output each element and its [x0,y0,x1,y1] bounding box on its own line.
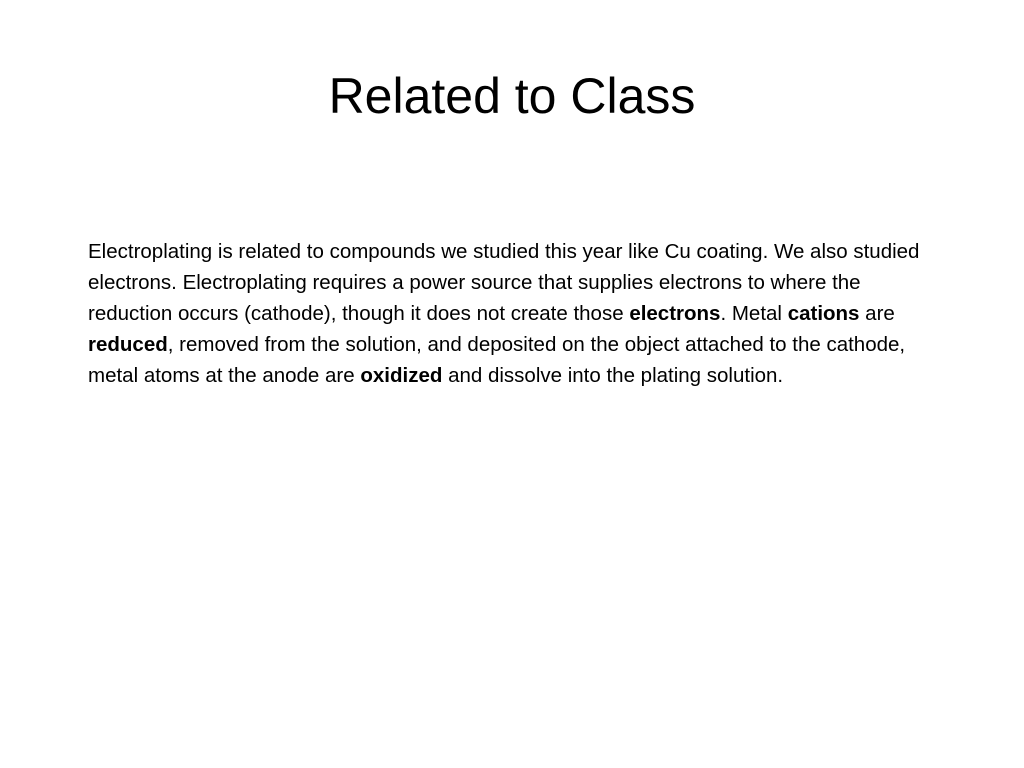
bold-term-oxidized: oxidized [360,364,443,387]
body-text: are [859,302,895,325]
body-text: and dissolve into the plating solution. [442,364,784,387]
body-text: Electroplating is related to compounds we studied this year like Cu coating. We also studied electrons. Electroplating requires a power source that supplies electrons to where the reduction occurs (cathode), though it does not create those [88,240,920,325]
bold-term-cations: cations [787,302,860,325]
slide-body-paragraph [88,236,938,391]
slide-title: Related to Class [328,68,696,124]
bold-term-reduced: reduced [88,333,168,356]
body-text: , removed from the solution, and deposited on the object attached to the cathode, metal atoms at the anode are [88,333,906,387]
bold-term-electrons: electrons [629,302,721,325]
body-text: . Metal [720,302,788,325]
